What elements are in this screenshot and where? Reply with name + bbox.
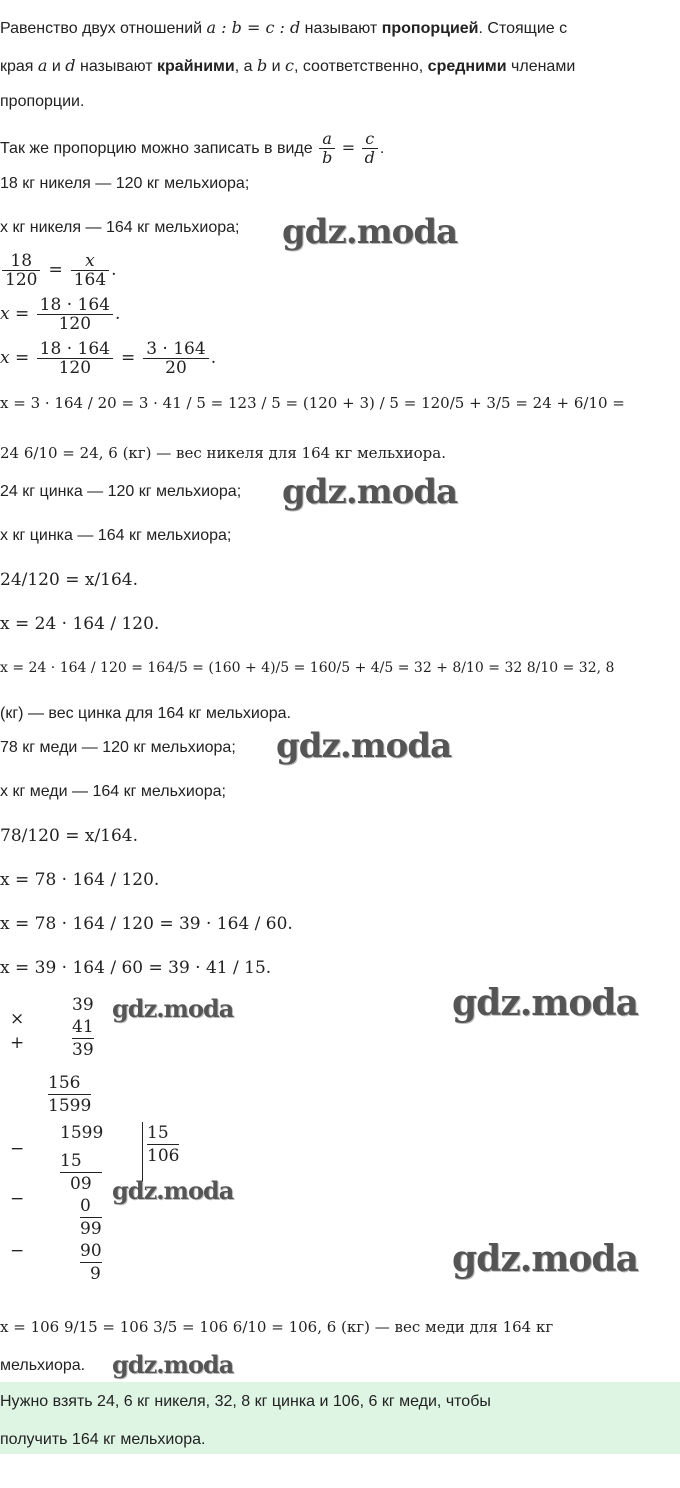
ratio-formula: a : b = c : d bbox=[206, 18, 301, 37]
copper-result-2: мельхиора. bbox=[0, 1357, 86, 1374]
intro-line-4: Так же пропорцию можно записать в виде $\frac{a}{b}$ = $\frac{c}{d}$ . bbox=[0, 129, 385, 168]
watermark: gdz.moda bbox=[282, 212, 458, 252]
nickel-line-1: 18 кг никеля — 120 кг мельхиора; bbox=[0, 175, 250, 192]
minus-sign: − bbox=[10, 1189, 25, 1209]
watermark: gdz.moda bbox=[112, 1176, 234, 1205]
answer-line-1: Нужно взять 24, 6 кг никеля, 32, 8 кг цинка и 106, 6 кг меди, чтобы bbox=[0, 1393, 491, 1410]
copper-line-2: x кг меди — 164 кг мельхиора; bbox=[0, 783, 226, 800]
nickel-result: 24 6/10 = 24, 6 (кг) — вес никеля для 164 кг мельхиора. bbox=[0, 444, 446, 462]
mult-column: 39 41 39 bbox=[72, 995, 94, 1060]
intro-line-1: Равенство двух отношений a : b = c : d называют пропорцией. Стоящие с bbox=[0, 18, 568, 37]
watermark: gdz.moda bbox=[276, 726, 452, 766]
minus-sign: − bbox=[10, 1139, 25, 1159]
nickel-eq-2: x = $\frac{18 \cdot 164}{120}$ . bbox=[0, 295, 121, 334]
fraction-a-b: $\frac{a}{b}$ bbox=[319, 130, 335, 167]
mult-sum: 156 1599 bbox=[48, 1073, 92, 1116]
copper-eq-4: x = 39 · 164 / 60 = 39 · 41 / 15. bbox=[0, 958, 272, 978]
zinc-line-2: x кг цинка — 164 кг мельхиора; bbox=[0, 527, 232, 544]
division-dividend: 1599 bbox=[60, 1123, 104, 1143]
watermark: gdz.moda bbox=[452, 982, 638, 1024]
intro-line-2: края a и d называют крайними, а b и c, соответственно, средними членами bbox=[0, 56, 576, 75]
zinc-result: (кг) — вес цинка для 164 кг мельхиора. bbox=[0, 705, 291, 722]
copper-eq-1: 78/120 = x/164. bbox=[0, 826, 139, 846]
watermark: gdz.moda bbox=[112, 1350, 234, 1379]
minus-sign: − bbox=[10, 1241, 25, 1261]
copper-eq-2: x = 78 · 164 / 120. bbox=[0, 870, 160, 890]
zinc-eq-3: x = 24 · 164 / 120 = 164/5 = (160 + 4)/5 = 160/5 + 4/5 = 32 + 8/10 = 32 8/10 = 32, 8 bbox=[0, 660, 615, 676]
answer-line-2: получить 164 кг мельхиора. bbox=[0, 1431, 206, 1448]
division-divisor: 15 106 bbox=[142, 1122, 179, 1188]
copper-result: x = 106 9/15 = 106 3/5 = 106 6/10 = 106, 6 (кг) — вес меди для 164 кг bbox=[0, 1318, 554, 1336]
nickel-eq-4: x = 3 · 164 / 20 = 3 · 41 / 5 = 123 / 5 = (120 + 3) / 5 = 120/5 + 3/5 = 24 + 6/10 = bbox=[0, 394, 625, 412]
nickel-eq-3: x = $\frac{18 \cdot 164}{120}$ = $\frac{3 \cdot 164}{20}$ . bbox=[0, 339, 217, 378]
copper-line-1: 78 кг меди — 120 кг мельхиора; bbox=[0, 739, 236, 756]
plus-sign: + bbox=[10, 1033, 25, 1053]
nickel-proportion: $\frac{18}{120}$ = $\frac{x}{164}$ . bbox=[0, 252, 117, 289]
division-steps: 15 09 0 99 90 9 bbox=[60, 1151, 102, 1284]
term-proportion: пропорцией bbox=[381, 20, 479, 37]
watermark: gdz.moda bbox=[452, 1238, 638, 1280]
intro-line-3: пропорции. bbox=[0, 93, 85, 110]
zinc-eq-1: 24/120 = x/164. bbox=[0, 570, 139, 590]
watermark: gdz.moda bbox=[282, 472, 458, 512]
zinc-eq-2: x = 24 · 164 / 120. bbox=[0, 614, 160, 634]
nickel-line-2: x кг никеля — 164 кг мельхиора; bbox=[0, 219, 240, 236]
fraction-c-d: $\frac{c}{d}$ bbox=[362, 130, 378, 167]
zinc-line-1: 24 кг цинка — 120 кг мельхиора; bbox=[0, 483, 242, 500]
copper-eq-3: x = 78 · 164 / 120 = 39 · 164 / 60. bbox=[0, 914, 293, 934]
watermark: gdz.moda bbox=[112, 994, 234, 1023]
mult-sign: × bbox=[10, 1009, 25, 1029]
